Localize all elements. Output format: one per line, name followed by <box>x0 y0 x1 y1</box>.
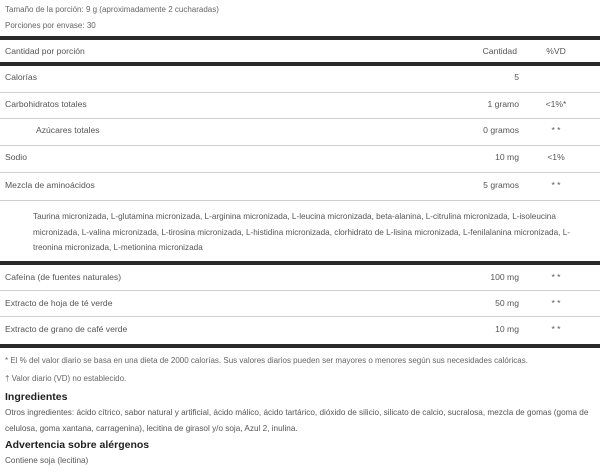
row-name: Cafeína (de fuentes naturales) <box>5 272 122 282</box>
row-name: Calorías <box>5 72 37 82</box>
row-name: Sodio <box>5 152 27 162</box>
row-divider <box>0 316 600 317</box>
table-row <box>0 267 600 287</box>
allergen-text: Contiene soja (lecitina) <box>5 456 89 465</box>
header-amount: Cantidad <box>482 46 517 56</box>
header-name: Cantidad por porción <box>5 46 85 56</box>
row-amount: 100 mg <box>490 272 519 282</box>
header-dv: %VD <box>546 46 566 56</box>
table-header <box>0 41 600 61</box>
table-row <box>0 147 600 167</box>
row-name: Carbohidratos totales <box>5 99 87 109</box>
row-amount: 5 gramos <box>483 180 519 190</box>
header-rule <box>0 62 600 66</box>
table-row <box>0 94 600 114</box>
blend-rule <box>0 261 600 265</box>
table-bottom-rule <box>0 344 600 348</box>
row-dv: * * <box>551 180 561 190</box>
row-name: Azúcares totales <box>36 125 100 135</box>
servings-per-container: Porciones por envase: 30 <box>5 21 96 30</box>
row-name: Extracto de grano de café verde <box>5 324 128 334</box>
row-divider <box>0 118 600 119</box>
serving-size: Tamaño de la porción: 9 g (aproximadamente 2 cucharadas) <box>5 5 219 14</box>
table-row <box>0 120 600 140</box>
row-amount: 1 gramo <box>487 99 519 109</box>
row-name: Mezcla de aminoácidos <box>5 180 95 190</box>
row-divider <box>0 200 600 201</box>
footnote-dagger: † Valor diario (VD) no establecido. <box>5 374 127 383</box>
table-row <box>0 175 600 195</box>
row-name: Extracto de hoja de té verde <box>5 298 113 308</box>
table-top-rule <box>0 36 600 40</box>
table-row <box>0 293 600 313</box>
row-divider <box>0 92 600 93</box>
allergen-heading: Advertencia sobre alérgenos <box>5 439 150 451</box>
row-dv: * * <box>551 272 561 282</box>
row-dv: <1%* <box>545 99 567 109</box>
row-amount: 50 mg <box>495 298 519 308</box>
row-amount: 5 <box>514 72 519 82</box>
blend-ingredients: Taurina micronizada, L-glutamina micronizada, L-arginina micronizada, L-leucina micronizada, beta-alanina, L-citrulina micronizada, L-isoleucina micronizada, L-valina micronizada, L-tirosina micronizada, L-histidina micronizada, clorhidrato de L-lisina micronizada, L-fenilalanina micronizada, L-treonina micronizada, L-metionina micronizada <box>33 212 570 252</box>
ingredients-text: Otros ingredientes: ácido cítrico, sabor natural y artificial, ácido málico, ácido tartárico, dióxido de silicio, silicato de calcio, sucralosa, mezcla de gomas (goma de celulosa, goma xantana, carragenina), lecitina de girasol y/o soja, Azul 2, inulina. <box>5 408 589 433</box>
row-divider <box>0 172 600 173</box>
row-divider <box>0 290 600 291</box>
row-divider <box>0 145 600 146</box>
row-dv: * * <box>551 324 561 334</box>
table-row <box>0 67 600 87</box>
row-dv: * * <box>551 298 561 308</box>
ingredients-heading: Ingredientes <box>5 391 68 403</box>
row-amount: 10 mg <box>495 152 519 162</box>
row-dv: <1% <box>547 152 565 162</box>
row-amount: 0 gramos <box>483 125 519 135</box>
table-row <box>0 319 600 339</box>
row-dv: * * <box>551 125 561 135</box>
row-amount: 10 mg <box>495 324 519 334</box>
footnote-dv: * El % del valor diario se basa en una dieta de 2000 calorías. Sus valores diarios pueden ser mayores o menores según sus necesidades calóricas. <box>5 356 528 365</box>
